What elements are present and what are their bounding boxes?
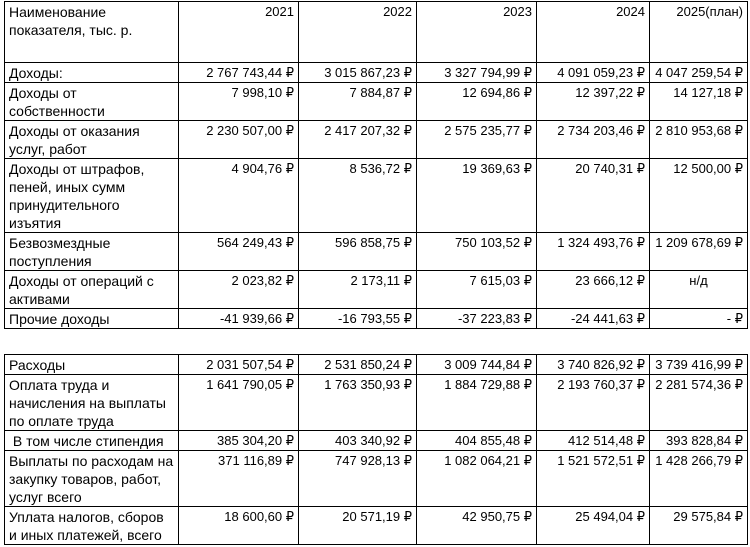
cell-value: 14 127,18 ₽ (650, 83, 748, 121)
cell-value: 2 031 507,54 ₽ (179, 355, 299, 375)
cell-value: 2 734 203,46 ₽ (537, 121, 650, 159)
row-label: Прочие доходы (5, 309, 179, 329)
cell-value: 29 575,84 ₽ (650, 507, 748, 545)
cell-value: 2 575 235,77 ₽ (417, 121, 537, 159)
year-header: 2023 (417, 2, 537, 63)
cell-value: 1 884 729,88 ₽ (417, 375, 537, 431)
cell-value: 403 340,92 ₽ (299, 431, 417, 451)
cell-value: 393 828,84 ₽ (650, 431, 748, 451)
cell-value: 4 904,76 ₽ (179, 159, 299, 233)
row-label: Выплаты по расходам на закупку товаров, работ, услуг всего (5, 451, 179, 507)
table-row (5, 271, 748, 309)
table-row (5, 451, 748, 507)
row-label: Доходы от операций с активами (5, 271, 179, 309)
table-row (5, 159, 748, 233)
cell-value: 1 763 350,93 ₽ (299, 375, 417, 431)
cell-value: 2 193 760,37 ₽ (537, 375, 650, 431)
header-label: Наименование показателя, тыс. р. (5, 2, 179, 63)
cell-value: 385 304,20 ₽ (179, 431, 299, 451)
cell-value: 2 230 507,00 ₽ (179, 121, 299, 159)
cell-value: 1 209 678,69 ₽ (650, 233, 748, 271)
cell-value: 3 327 794,99 ₽ (417, 63, 537, 83)
cell-value: -24 441,63 ₽ (537, 309, 650, 329)
row-label: Доходы от штрафов, пеней, иных сумм принудительного изъятия (5, 159, 179, 233)
row-label: Доходы от собственности (5, 83, 179, 121)
cell-value: 2 767 743,44 ₽ (179, 63, 299, 83)
cell-value: 750 103,52 ₽ (417, 233, 537, 271)
cell-value: 404 855,48 ₽ (417, 431, 537, 451)
row-label: Расходы (5, 355, 179, 375)
cell-value: -37 223,83 ₽ (417, 309, 537, 329)
cell-value: 2 810 953,68 ₽ (650, 121, 748, 159)
table-row (5, 63, 748, 83)
row-label: Уплата налогов, сборов и иных платежей, всего (5, 507, 179, 545)
cell-value: 2 281 574,36 ₽ (650, 375, 748, 431)
cell-value: 12 500,00 ₽ (650, 159, 748, 233)
cell-value: 596 858,75 ₽ (299, 233, 417, 271)
table-row (5, 309, 748, 329)
cell-value: 3 015 867,23 ₽ (299, 63, 417, 83)
row-label: Доходы: (5, 63, 179, 83)
cell-value: 412 514,48 ₽ (537, 431, 650, 451)
cell-value: 7 884,87 ₽ (299, 83, 417, 121)
row-label: В том числе стипендия (5, 431, 179, 451)
row-label: Безвозмездные поступления (5, 233, 179, 271)
cell-value: 4 047 259,54 ₽ (650, 63, 748, 83)
cell-value: 12 397,22 ₽ (537, 83, 650, 121)
cell-value: 18 600,60 ₽ (179, 507, 299, 545)
table-row (5, 507, 748, 545)
cell-value: 747 928,13 ₽ (299, 451, 417, 507)
cell-value: 7 998,10 ₽ (179, 83, 299, 121)
income-table (4, 1, 748, 329)
row-label: Доходы от оказания услуг, работ (5, 121, 179, 159)
cell-value: 1 641 790,05 ₽ (179, 375, 299, 431)
year-header: 2024 (537, 2, 650, 63)
cell-value: 1 082 064,21 ₽ (417, 451, 537, 507)
cell-value: н/д (650, 271, 748, 309)
cell-value: 564 249,43 ₽ (179, 233, 299, 271)
table-row (5, 375, 748, 431)
cell-value: 371 116,89 ₽ (179, 451, 299, 507)
cell-value: - ₽ (650, 309, 748, 329)
cell-value: 3 009 744,84 ₽ (417, 355, 537, 375)
cell-value: 2 023,82 ₽ (179, 271, 299, 309)
cell-value: 3 740 826,92 ₽ (537, 355, 650, 375)
cell-value: 20 740,31 ₽ (537, 159, 650, 233)
cell-value: 2 173,11 ₽ (299, 271, 417, 309)
expense-table (4, 354, 748, 545)
cell-value: -16 793,55 ₽ (299, 309, 417, 329)
table-row (5, 121, 748, 159)
cell-value: 7 615,03 ₽ (417, 271, 537, 309)
cell-value: -41 939,66 ₽ (179, 309, 299, 329)
table-row (5, 431, 748, 451)
cell-value: 4 091 059,23 ₽ (537, 63, 650, 83)
year-header: 2021 (179, 2, 299, 63)
year-header: 2022 (299, 2, 417, 63)
cell-value: 20 571,19 ₽ (299, 507, 417, 545)
table-row (5, 83, 748, 121)
cell-value: 2 531 850,24 ₽ (299, 355, 417, 375)
table-row (5, 233, 748, 271)
year-header: 2025(план) (650, 2, 748, 63)
cell-value: 2 417 207,32 ₽ (299, 121, 417, 159)
cell-value: 42 950,75 ₽ (417, 507, 537, 545)
cell-value: 19 369,63 ₽ (417, 159, 537, 233)
table-row (5, 355, 748, 375)
cell-value: 12 694,86 ₽ (417, 83, 537, 121)
cell-value: 1 521 572,51 ₽ (537, 451, 650, 507)
cell-value: 1 428 266,79 ₽ (650, 451, 748, 507)
cell-value: 25 494,04 ₽ (537, 507, 650, 545)
cell-value: 3 739 416,99 ₽ (650, 355, 748, 375)
cell-value: 1 324 493,76 ₽ (537, 233, 650, 271)
cell-value: 8 536,72 ₽ (299, 159, 417, 233)
row-label: Оплата труда и начисления на выплаты по оплате труда (5, 375, 179, 431)
header-row (5, 2, 748, 63)
cell-value: 23 666,12 ₽ (537, 271, 650, 309)
